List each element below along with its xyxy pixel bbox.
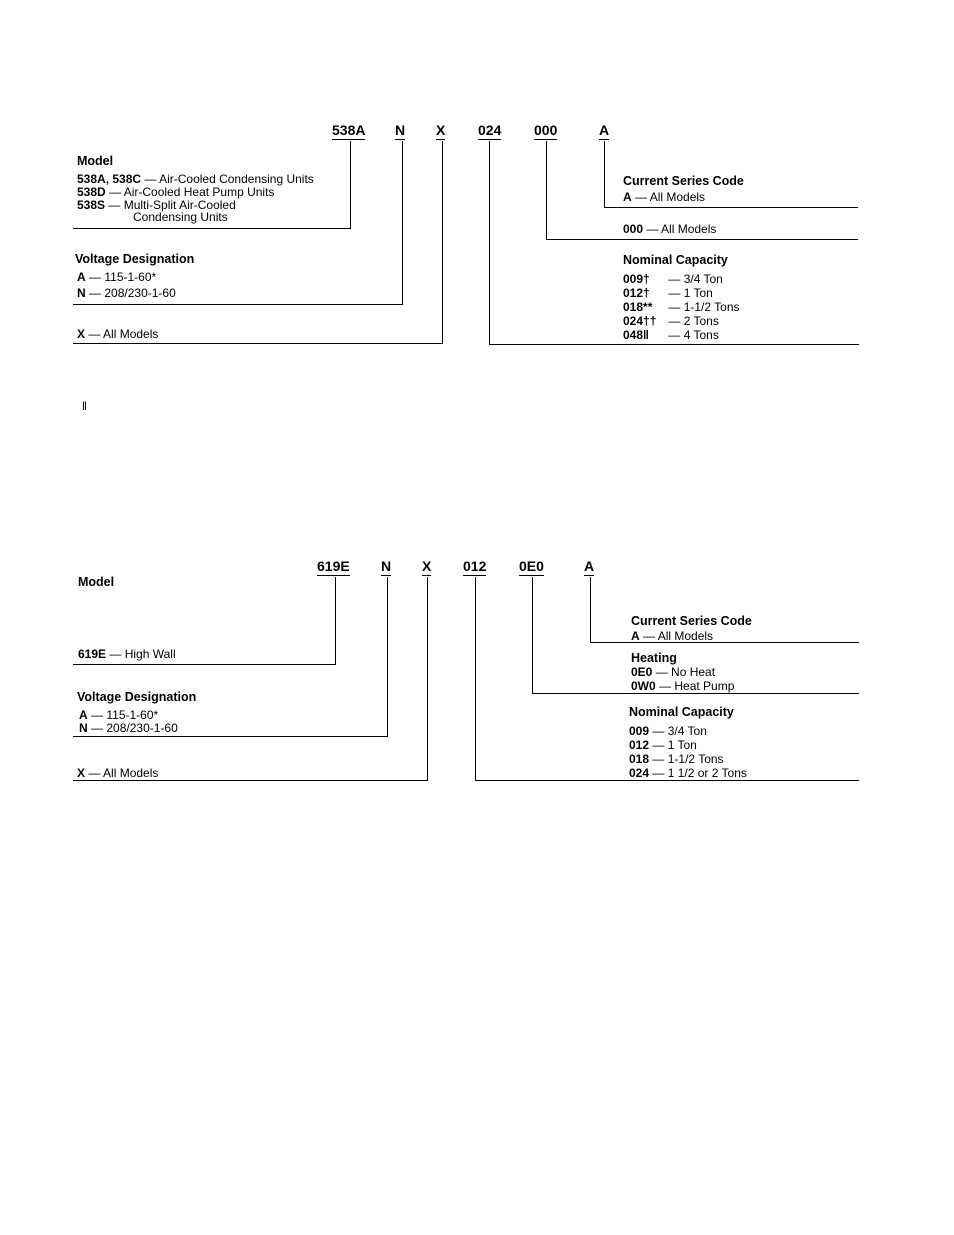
zeros-row	[623, 222, 716, 236]
series-dash: —	[635, 190, 648, 204]
series-code: A	[623, 190, 632, 204]
capacity-row	[623, 286, 713, 300]
x-row	[77, 327, 158, 341]
heating-code: 0W0	[631, 679, 656, 693]
footnote-mark: ‖	[82, 399, 87, 413]
capacity-code: 018	[629, 752, 650, 766]
capacity-desc: 3/4 Ton	[667, 724, 707, 738]
leader-model-base	[73, 228, 351, 229]
capacity-dash: —	[652, 724, 665, 738]
voltage-code: A	[77, 270, 86, 284]
leader-voltage-base	[73, 304, 403, 305]
capacity-row	[629, 752, 724, 766]
voltage-row	[79, 708, 158, 722]
series-code: A	[631, 629, 640, 643]
voltage-desc: 115-1-60*	[106, 708, 159, 722]
capacity-row	[629, 724, 707, 738]
capacity-code: 012†	[623, 286, 650, 300]
capacity-row	[623, 314, 719, 328]
capacity-code: 048‖	[623, 328, 649, 342]
leader-model-base	[73, 664, 336, 665]
model-dash: —	[109, 647, 122, 661]
voltage-row	[77, 270, 156, 284]
capacity-desc: 1 1/2 or 2 Tons	[667, 766, 747, 780]
capacity-heading: Nominal Capacity	[623, 253, 728, 267]
model-dash: —	[109, 185, 122, 199]
model-desc: Multi-Split Air-Cooled	[123, 198, 236, 212]
capacity-dash: —	[668, 286, 681, 300]
heating-desc: Heat Pump	[674, 679, 735, 693]
model-continuation: Condensing Units	[133, 210, 228, 224]
leader-x	[442, 141, 443, 344]
voltage-heading: Voltage Designation	[75, 252, 195, 266]
capacity-dash: —	[668, 328, 681, 342]
model-code: 538A, 538C	[77, 172, 142, 186]
voltage-code: A	[79, 708, 88, 722]
heating-code: 0E0	[631, 665, 653, 679]
leader-voltage	[402, 141, 403, 305]
capacity-code: 009†	[623, 272, 650, 286]
x-desc: All Models	[103, 766, 159, 780]
series-desc: All Models	[657, 629, 714, 643]
capacity-desc: 4 Tons	[683, 328, 719, 342]
capacity-code: 009	[629, 724, 650, 738]
series-heading: Current Series Code	[631, 614, 752, 628]
heating-heading: Heating	[631, 651, 677, 665]
capacity-row	[629, 766, 747, 780]
capacity-desc: 1 Ton	[683, 286, 713, 300]
code-series: A	[599, 122, 610, 138]
model-dash: —	[108, 198, 121, 212]
series-dash: —	[643, 629, 656, 643]
x-row	[77, 766, 158, 780]
voltage-desc: 115-1-60*	[104, 270, 157, 284]
capacity-dash: —	[668, 300, 681, 314]
capacity-desc: 2 Tons	[683, 314, 719, 328]
capacity-dash: —	[668, 272, 681, 286]
code-capacity: 024	[478, 122, 502, 138]
voltage-dash: —	[89, 270, 102, 284]
leader-voltage-base	[73, 736, 388, 737]
capacity-desc: 1-1/2 Tons	[683, 300, 740, 314]
capacity-code: 024††	[623, 314, 657, 328]
heating-dash: —	[659, 679, 672, 693]
leader-zeros	[546, 141, 547, 240]
leader-series	[604, 141, 605, 208]
model-desc: High Wall	[124, 647, 176, 661]
model-row	[77, 185, 274, 199]
leader-capacity	[489, 141, 490, 345]
model-code: 619E	[78, 647, 107, 661]
code-voltage: N	[381, 558, 392, 574]
capacity-desc: 1-1/2 Tons	[667, 752, 724, 766]
capacity-dash: —	[668, 314, 681, 328]
heating-desc: No Heat	[671, 665, 716, 679]
leader-series	[590, 577, 591, 643]
voltage-code: N	[77, 286, 86, 300]
x-desc: All Models	[103, 327, 159, 341]
model-row	[78, 647, 176, 661]
zeros-desc: All Models	[661, 222, 717, 236]
voltage-row	[77, 286, 176, 300]
capacity-dash: —	[652, 738, 665, 752]
x-code: X	[77, 327, 86, 341]
capacity-row	[623, 328, 719, 342]
code-voltage: N	[395, 122, 406, 138]
leader-x-base	[73, 343, 443, 344]
x-dash: —	[88, 327, 101, 341]
code-zeros: 000	[534, 122, 558, 138]
capacity-code: 018**	[623, 300, 653, 314]
code-x: X	[436, 122, 446, 138]
zeros-dash: —	[646, 222, 659, 236]
capacity-code: 024	[629, 766, 650, 780]
series-row	[623, 190, 705, 204]
capacity-row	[629, 738, 697, 752]
capacity-desc: 1 Ton	[667, 738, 697, 752]
voltage-dash: —	[91, 721, 104, 735]
leader-x-base	[73, 780, 428, 781]
leader-voltage	[387, 577, 388, 737]
leader-heating-base	[532, 693, 859, 694]
model-dash: —	[144, 172, 157, 186]
voltage-heading: Voltage Designation	[77, 690, 197, 704]
capacity-heading: Nominal Capacity	[629, 705, 734, 719]
heating-row	[631, 679, 734, 693]
series-desc: All Models	[649, 190, 706, 204]
voltage-code: N	[79, 721, 88, 735]
leader-series-base	[604, 207, 858, 208]
code-model: 619E	[317, 558, 350, 574]
leader-model	[350, 141, 351, 229]
voltage-desc: 208/230-1-60	[106, 721, 178, 735]
model-desc: Air-Cooled Condensing Units	[159, 172, 314, 186]
code-x: X	[422, 558, 432, 574]
leader-zeros-base	[546, 239, 858, 240]
model-heading: Model	[78, 575, 115, 589]
capacity-dash: —	[652, 766, 665, 780]
leader-x	[427, 577, 428, 781]
model-code: 538S	[77, 198, 106, 212]
capacity-desc: 3/4 Ton	[683, 272, 723, 286]
voltage-dash: —	[89, 286, 102, 300]
model-code: 538D	[77, 185, 106, 199]
series-row	[631, 629, 713, 643]
heating-row	[631, 665, 715, 679]
capacity-code: 012	[629, 738, 650, 752]
leader-model	[335, 577, 336, 665]
model-desc: Air-Cooled Heat Pump Units	[123, 185, 275, 199]
x-code: X	[77, 766, 86, 780]
series-heading: Current Series Code	[623, 174, 744, 188]
heating-dash: —	[655, 665, 668, 679]
code-heating: 0E0	[519, 558, 544, 574]
model-row	[77, 172, 314, 186]
leader-heating	[532, 577, 533, 694]
leader-capacity	[475, 577, 476, 781]
capacity-row	[623, 272, 723, 286]
voltage-desc: 208/230-1-60	[104, 286, 176, 300]
leader-capacity-base	[475, 780, 859, 781]
model-heading: Model	[77, 154, 114, 168]
leader-capacity-base	[489, 344, 859, 345]
code-series: A	[584, 558, 595, 574]
code-model: 538A	[332, 122, 366, 138]
capacity-row	[623, 300, 740, 314]
capacity-dash: —	[652, 752, 665, 766]
voltage-dash: —	[91, 708, 104, 722]
x-dash: —	[88, 766, 101, 780]
zeros-code: 000	[623, 222, 644, 236]
voltage-row	[79, 721, 178, 735]
code-capacity: 012	[463, 558, 487, 574]
